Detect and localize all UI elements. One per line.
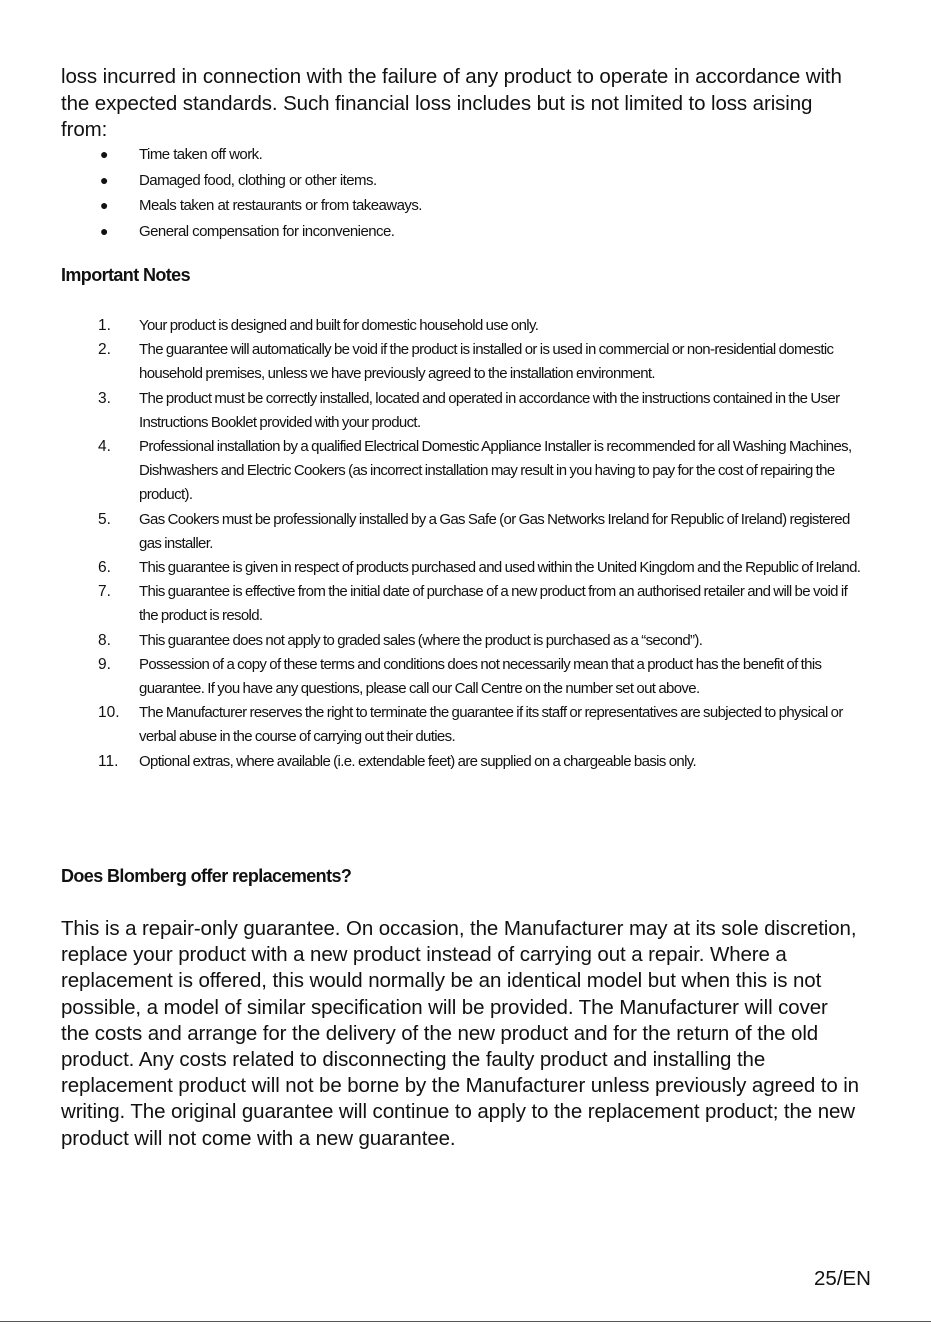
list-item-text: General compensation for inconvenience. <box>139 222 395 240</box>
note-item <box>0 629 931 653</box>
note-text: Possession of a copy of these terms and conditions does not necessarily mean that a product has the benefit of this guarantee. If you have any questions, please call our Call Centre on the number set out above. <box>139 655 822 698</box>
note-item <box>0 556 931 580</box>
note-number: 4. <box>98 438 111 456</box>
note-item <box>0 338 931 386</box>
bullet-icon: ● <box>100 197 109 213</box>
list-item <box>0 219 931 245</box>
list-item <box>0 142 931 168</box>
note-text: This guarantee does not apply to graded sales (where the product is purchased as a “second”). <box>139 631 703 649</box>
note-item <box>0 580 931 628</box>
note-text: Professional installation by a qualified Electrical Domestic Appliance Installer is recommended for all Washing Machines, Dishwashers and Electric Cookers (as incorrect installation may result in you having to pay for the cost of repairing the product). <box>139 438 852 504</box>
loss-examples-list <box>0 142 931 244</box>
note-number: 5. <box>98 510 111 528</box>
bullet-icon: ● <box>100 222 109 239</box>
note-item <box>0 750 931 774</box>
replacements-heading: Does Blomberg offer replacements? <box>61 866 352 886</box>
note-number: 1. <box>98 317 111 334</box>
note-number: 3. <box>98 389 111 407</box>
note-item <box>0 387 931 435</box>
note-item <box>0 435 931 508</box>
note-text: This guarantee is given in respect of products purchased and used within the United Kingdom and the Republic of Ireland. <box>139 559 861 577</box>
note-text: Your product is designed and built for domestic household use only. <box>139 317 539 334</box>
bullet-icon: ● <box>100 146 109 162</box>
important-notes-heading: Important Notes <box>61 265 191 285</box>
list-item <box>0 193 931 219</box>
page-number: 25/EN <box>814 1267 871 1290</box>
note-text: The product must be correctly installed, located and operated in accordance with the instructions contained in the User Instructions Booklet provided with your product. <box>139 389 840 431</box>
list-item-text: Time taken off work. <box>139 146 263 163</box>
note-item <box>0 314 931 338</box>
note-number: 8. <box>98 631 111 649</box>
note-text: Gas Cookers must be professionally installed by a Gas Safe (or Gas Networks Ireland for Republic of Ireland) registered gas installer. <box>139 510 850 552</box>
note-number: 11. <box>98 752 119 770</box>
note-number: 6. <box>98 559 111 577</box>
note-number: 2. <box>98 341 111 359</box>
note-number: 7. <box>98 583 111 601</box>
important-notes-list <box>0 314 931 774</box>
list-item-text: Damaged food, clothing or other items. <box>139 171 377 189</box>
note-text: The guarantee will automatically be void if the product is installed or is used in commercial or non-residential domestic household premises, unless we have previously agreed to the installation environment. <box>139 341 834 383</box>
note-number: 9. <box>98 655 111 673</box>
note-number: 10. <box>98 704 120 722</box>
note-text: Optional extras, where available (i.e. extendable feet) are supplied on a chargeable basis only. <box>139 752 697 770</box>
note-item <box>0 508 931 556</box>
note-item <box>0 653 931 701</box>
note-text: This guarantee is effective from the initial date of purchase of a new product from an authorised retailer and will be void if the product is resold. <box>139 583 848 625</box>
list-item <box>0 168 931 194</box>
list-item-text: Meals taken at restaurants or from takeaways. <box>139 197 422 214</box>
intro-paragraph: loss incurred in connection with the failure of any product to operate in accordance with the expected standards. Such financial loss includes but is not limited to loss arising from: <box>61 65 842 141</box>
replacements-paragraph: This is a repair-only guarantee. On occasion, the Manufacturer may at its sole discretion, replace your product with a new product instead of carrying out a repair. Where a replacement is offered, this would normally be an identical model but when this is not possible, a model of similar specification will be provided. The Manufacturer will cover the costs and arrange for the delivery of the new product and for the return of the old product. Any costs related to disconnecting the faulty product and installing the replacement product will not be borne by the Manufacturer unless previously agreed to in writing. The original guarantee will continue to apply to the replacement product; the new product will not come with a new guarantee. <box>61 917 859 1150</box>
footer-divider <box>0 1321 931 1322</box>
bullet-icon: ● <box>100 171 109 188</box>
note-text: The Manufacturer reserves the right to terminate the guarantee if its staff or representatives are subjected to physical or verbal abuse in the course of carrying out their duties. <box>139 704 843 746</box>
note-item <box>0 701 931 749</box>
